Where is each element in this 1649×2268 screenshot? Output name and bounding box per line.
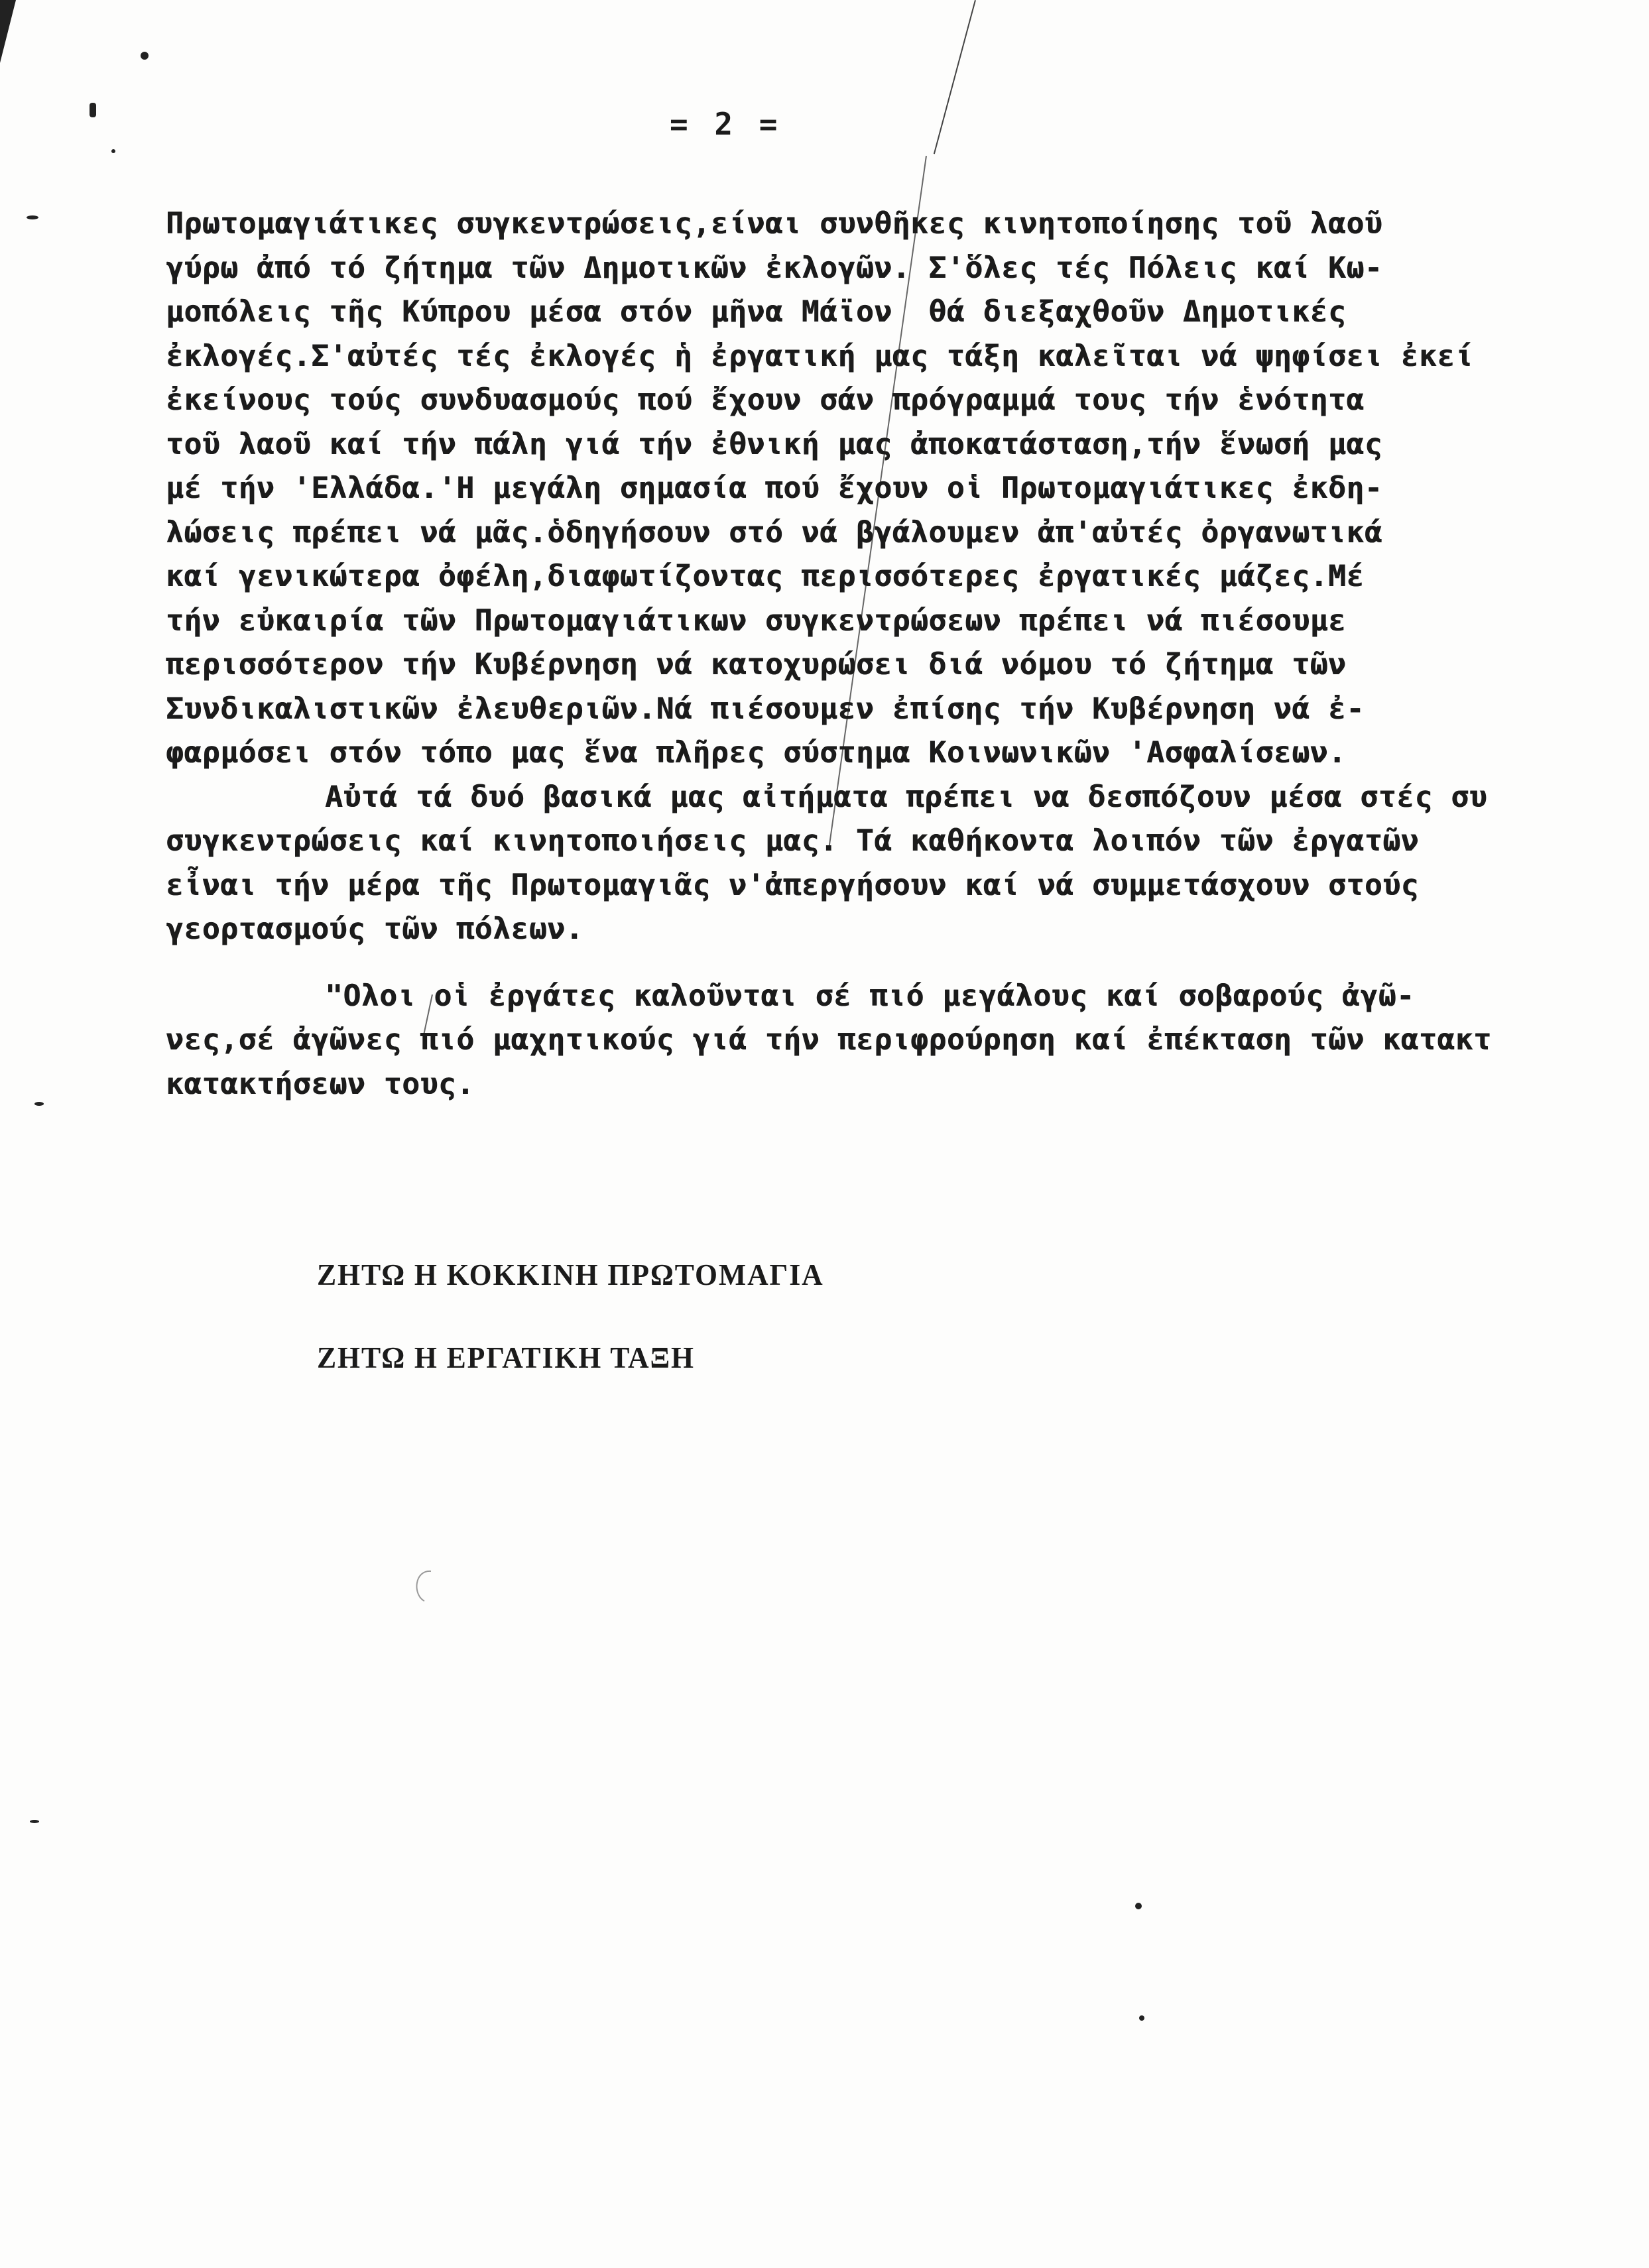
text-line: εἶναι τήν μέρα τῆς Πρωτομαγιᾶς ν'ἀπεργήσουν καί νά συμμετάσχουν στούς <box>166 868 1419 902</box>
text-line: Πρωτομαγιάτικες συγκεντρώσεις,είναι συνθῆκες κινητοποίησης τοῦ λαοῦ <box>166 207 1383 241</box>
text-line: Συνδικαλιστικῶν ἐλευθεριῶν.Νά πιέσουμεν ἐπίσης τήν Κυβέρνηση νά ἐ- <box>166 691 1365 726</box>
slogan-line: ΖΗΤΩ Η ΕΡΓΑΤΙΚΗ ΤΑΞΗ <box>317 1341 695 1374</box>
scan-corner-mark <box>0 0 16 63</box>
text-line: περισσότερον τήν Κυβέρνηση νά κατοχυρώσει διά νόμου τό ζήτημα τῶν <box>166 648 1347 682</box>
text-line: καί γενικώτερα ὀφέλη,διαφωτίζοντας περισσότερες ἐργατικές μάζες.Μέ <box>166 560 1365 593</box>
text-line: τήν εὐκαιρία τῶν Πρωτομαγιάτικων συγκεντρώσεων πρέπει νά πιέσουμε <box>166 603 1347 638</box>
text-line: λώσεις πρέπει νά μᾶς.ὁδηγήσουν στό νά βγάλουμεν ἀπ'αὐτές ὀργανωτικά <box>166 515 1383 550</box>
text-line: κατακτήσεων τους. <box>166 1067 475 1101</box>
text-line: "Ολοι οἱ ἐργάτες καλοῦνται σέ πιό μεγάλους καί σοβαρούς ἀγῶ- <box>325 979 1415 1013</box>
text-line: τοῦ λαοῦ καί τήν πάλη γιά τήν ἐθνική μας ἀποκατάσταση,τήν ἕνωσή μας <box>166 427 1383 461</box>
pencil-mark <box>404 1565 444 1611</box>
paragraph-1 <box>166 202 1638 776</box>
paragraph-2 <box>166 776 1638 952</box>
scan-speck <box>30 1820 39 1823</box>
text-line: ἐκλογές.Σ'αὐτές τές ἐκλογές ἡ ἐργατική μας τάξη καλεῖται νά ψηφίσει ἐκεί <box>166 339 1474 373</box>
text-line: Αὐτά τά δυό βασικά μας αἰτήματα πρέπει να δεσπόζουν μέσα στές συ <box>325 780 1488 814</box>
scan-speck <box>111 149 115 153</box>
text-line: ἐκείνους τούς συνδυασμούς πού ἔχουν σάν πρόγραμμά τους τήν ἑνότητα <box>166 383 1365 417</box>
page-number: = 2 = <box>670 106 782 142</box>
text-line: μέ τήν 'Ελλάδα.'Η μεγάλη σημασία πού ἔχουν οἱ Πρωτομαγιάτικες ἐκδη- <box>166 471 1383 505</box>
scan-speck <box>34 1102 44 1106</box>
paragraph-3 <box>166 975 1638 1107</box>
scan-speck <box>1135 1903 1142 1909</box>
text-line: φαρμόσει στόν τόπο μας ἕνα πλῆρες σύστημα Κοινωνικῶν 'Ασφαλίσεων. <box>166 736 1347 770</box>
scan-speck <box>141 52 149 60</box>
slogan-line: ΖΗΤΩ Η ΚΟΚΚΙΝΗ ΠΡΩΤΟΜΑΓΙΑ <box>317 1258 824 1291</box>
paragraph-spacer <box>166 952 1638 975</box>
scan-speck <box>1139 2015 1144 2021</box>
text-line: νες,σέ ἀγῶνες πιό μαχητικούς γιά τήν περιφρούρηση καί ἐπέκταση τῶν κατακτ <box>166 1023 1492 1057</box>
scan-speck <box>27 215 38 219</box>
scan-speck <box>90 103 96 117</box>
text-line: συγκεντρώσεις καί κινητοποιήσεις μας. Τά καθήκοντα λοιπόν τῶν ἐργατῶν <box>166 824 1419 858</box>
text-line: γύρω ἀπό τό ζήτημα τῶν Δημοτικῶν ἐκλογῶν. Σ'ὅλες τές Πόλεις καί Κω- <box>166 251 1383 285</box>
scan-pen-line <box>934 0 976 154</box>
slogans <box>317 1260 851 1425</box>
text-line: μοπόλεις τῆς Κύπρου μέσα στόν μῆνα Μάϊον θά διεξαχθοῦν Δημοτικές <box>166 295 1347 329</box>
document-body <box>166 202 1638 1106</box>
text-line: γεορτασμούς τῶν πόλεων. <box>166 912 583 946</box>
